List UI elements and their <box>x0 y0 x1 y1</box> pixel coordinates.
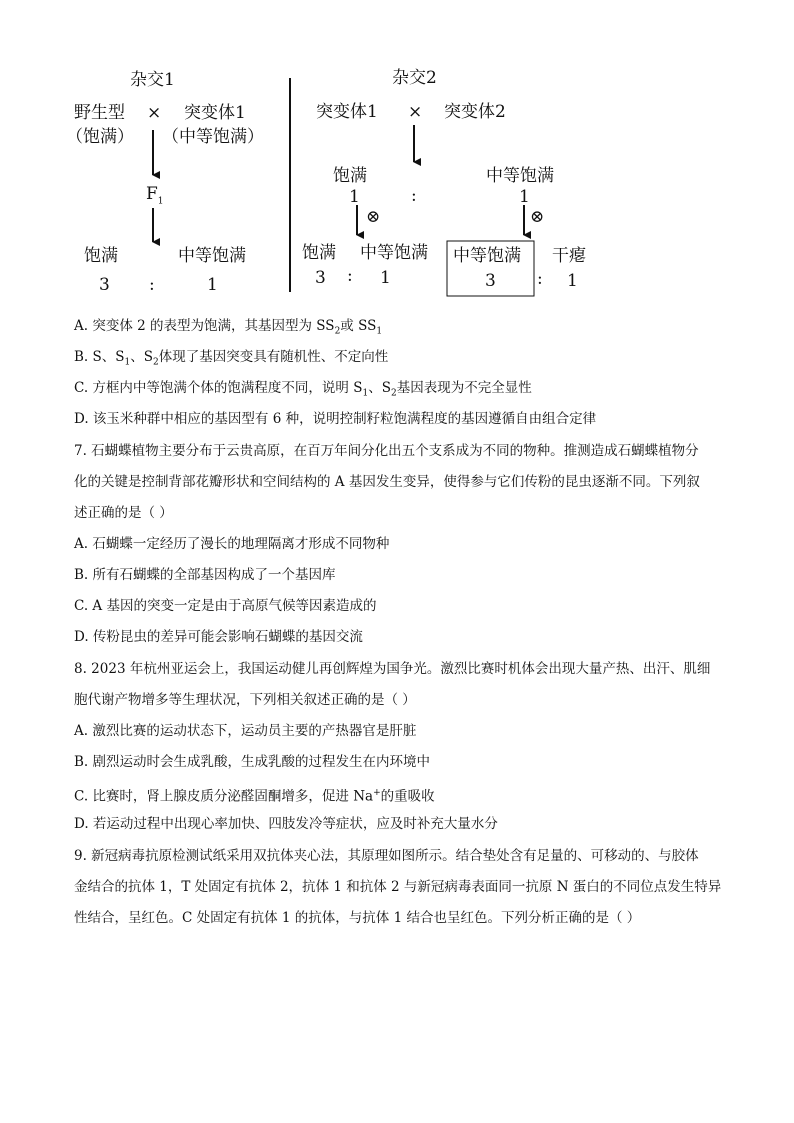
q6-option-a: A. 突变体 2 的表型为饱满，其基因型为 $SS_2$或 $SS_1$ <box>74 318 383 337</box>
box-label: 中等饱满 <box>453 246 521 266</box>
cross1-title: 杂交1 <box>130 70 175 90</box>
q8-option-c: C. 比赛时，肾上腺皮质分泌醛固酮增多，促进 Na+的重吸收 <box>74 788 435 805</box>
cross1-colon: : <box>149 275 155 295</box>
q7-stem-line3: 述正确的是（ ） <box>74 505 173 521</box>
cross2-right-result2: 干瘪 <box>552 246 586 266</box>
cross2-left-result1: 饱满 <box>302 243 336 263</box>
cross1-parent1-pheno: （饱满） <box>66 127 134 147</box>
cross1-times: × <box>147 103 162 123</box>
self-cross-icon: ⊗ <box>366 207 381 227</box>
cross2-right-pheno: 中等饱满 <box>486 166 554 186</box>
cross1-result2: 中等饱满 <box>178 246 246 266</box>
cross2-title: 杂交2 <box>392 68 437 88</box>
cross2-right-colon: : <box>537 269 543 289</box>
cross2-parent1: 突变体1 <box>316 102 378 122</box>
cross2-left-colon: : <box>347 266 353 286</box>
q7-option-b: B. 所有石蝴蝶的全部基因构成了一个基因库 <box>74 567 336 583</box>
q9-stem-line3: 性结合，呈红色。C 处固定有抗体 1 的抗体，与抗体 1 结合也呈红色。下列分析正确的是（ ） <box>74 910 641 926</box>
box-count: 3 <box>485 271 496 291</box>
self-cross-icon: ⊗ <box>530 207 545 227</box>
cross2-left-result2: 中等饱满 <box>360 243 428 263</box>
q8-option-a: A. 激烈比赛的运动状态下，运动员主要的产热器官是肝脏 <box>74 723 417 739</box>
cross1-result1: 饱满 <box>84 246 118 266</box>
cross2-right-n2: 1 <box>567 271 578 291</box>
q8-option-b: B. 剧烈运动时会生成乳酸，生成乳酸的过程发生在内环境中 <box>74 754 431 770</box>
q7-stem-line1: 7. 石蝴蝶植物主要分布于云贵高原，在百万年间分化出五个支系成为不同的物种。推测造成石蝴蝶植物分 <box>74 443 699 459</box>
cross2-times: × <box>408 102 423 122</box>
cross2-left-pheno: 饱满 <box>333 166 367 186</box>
cross2-colon-f1: : <box>411 186 417 206</box>
q8-stem-line1: 8. 2023 年杭州亚运会上，我国运动健儿再创辉煌为国争光。激烈比赛时机体会出现大量产热、出汗、肌细 <box>74 661 711 677</box>
q6-option-d: D. 该玉米种群中相应的基因型有 6 种，说明控制籽粒饱满程度的基因遵循自由组合定律 <box>74 411 597 427</box>
cross1-parent1: 野生型 <box>74 103 125 123</box>
cross1-parent2: 突变体1 <box>184 103 246 123</box>
genetics-diagram-lines <box>0 0 794 320</box>
cross2-left-n1: 3 <box>315 268 326 288</box>
q9-stem-line2: 金结合的抗体 1，T 处固定有抗体 2，抗体 1 和抗体 2 与新冠病毒表面同一抗原 N 蛋白的不同位点发生特异 <box>74 879 722 895</box>
q8-stem-line2: 胞代谢产物增多等生理状况，下列相关叙述正确的是（ ） <box>74 692 416 708</box>
q7-option-d: D. 传粉昆虫的差异可能会影响石蝴蝶的基因交流 <box>74 629 363 645</box>
q6-option-b: B. S、$S_1$、$S_2$体现了基因突变具有随机性、不定向性 <box>74 349 389 368</box>
cross1-parent2-pheno: （中等饱满） <box>162 127 264 147</box>
cross2-left-count: 1 <box>349 187 360 207</box>
q7-option-c: C. A 基因的突变一定是由于高原气候等因素造成的 <box>74 598 377 614</box>
q6-option-c: C. 方框内中等饱满个体的饱满程度不同，说明 $S_1$、$S_2$基因表现为不完全显性 <box>74 380 532 399</box>
q7-stem-line2: 化的关键是控制背部花瓣形状和空间结构的 A 基因发生变异，使得参与它们传粉的昆虫逐渐不同。下列叙 <box>74 474 700 490</box>
cross1-ratio2: 1 <box>207 275 218 295</box>
cross2-left-n2: 1 <box>380 268 391 288</box>
q9-stem-line1: 9. 新冠病毒抗原检测试纸采用双抗体夹心法，其原理如图所示。结合垫处含有足量的、可移动的、与胶体 <box>74 848 699 864</box>
q8-option-d: D. 若运动过程中出现心率加快、四肢发冷等症状，应及时补充大量水分 <box>74 816 498 832</box>
cross2-right-count: 1 <box>519 187 530 207</box>
cross1-ratio1: 3 <box>99 275 110 295</box>
q7-option-a: A. 石蝴蝶一定经历了漫长的地理隔离才形成不同物种 <box>74 536 390 552</box>
f1-label: $F_1$ <box>146 184 164 207</box>
cross2-parent2: 突变体2 <box>444 102 506 122</box>
